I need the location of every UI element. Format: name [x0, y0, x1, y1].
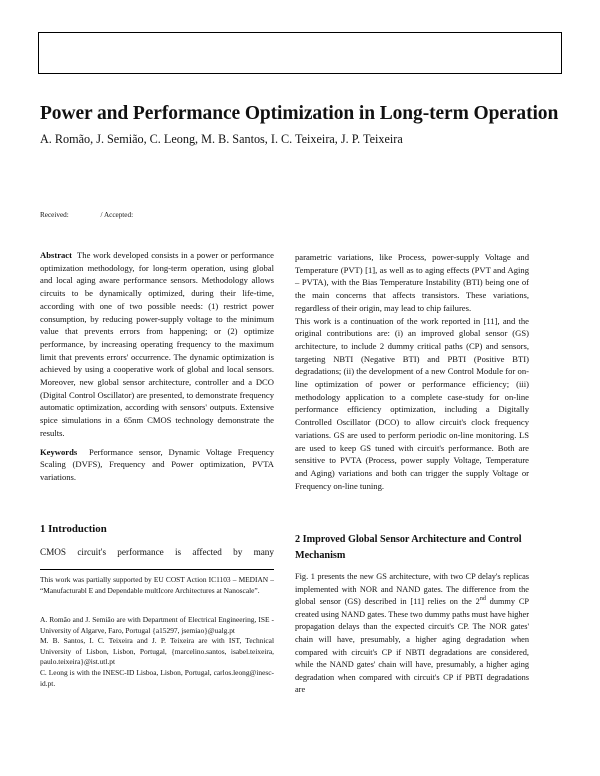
paragraph-gs-part-a: Fig. 1 presents the new GS architecture, with two CP delay's replicas implemented with NOR and NAND gates. The difference from the global sensor (GS) described in [11] relies on the 2 [295, 572, 529, 607]
affiliation-2: M. B. Santos, I. C. Teixeira and J. P. Teixeira are with IST, Technical University of Lisbon, Lisbon, Portugal, {marcelino.santos, isabel.teixeira, paulo.teixeira}@ist.utl.pt [40, 636, 274, 667]
paper-title: Power and Performance Optimization in Long-term Operation [40, 103, 559, 124]
keywords [40, 446, 274, 484]
intro-text: CMOS circuit's performance is affected by many [40, 547, 274, 557]
abstract-label: Abstract [40, 250, 72, 260]
paragraph-contributions: This work is a continuation of the work reported in [11], and the original contributions are: (i) an improved global sensor (GS) architecture, to include 2 dummy critical paths (CP) and sensors, targeting NBTI (Negative BTI) and PBTI (Positive BTI) degradations; (ii) the development of a new Control Module for on-line optimization of power or performance efficiency; (iii) methodology application to a complete case-study for on-line performance efficiency optimization, including a Digitally Controlled Oscillator (DCO) to allow circuit's clock frequency variations. GS are used to perform periodic on-line monitoring. LS are used to keep GS tuned with circuit's performance. Both are sensitive to PVTA (Process, power supply Voltage, Temperature and Aging) variations and both can trigger the supply Voltage or Frequency on-line tuning. [295, 315, 529, 491]
header-box [38, 32, 562, 74]
section-2-body [295, 571, 529, 697]
paragraph-gs-part-b: dummy CP created using NAND gates. These two dummy paths must have higher propagation delays than the expected circuit's CP. The NOR gates' chain will have, presumably, a higher aging degradation when compared with circuit's CP if NBTI degradations are considered, while the NAND gates' chain will have, presumably, a higher aging degradation when compared with circuit's CP if PBTI degradations are [295, 597, 530, 695]
footnote-divider [40, 569, 274, 570]
affiliation-footnotes [40, 615, 274, 689]
keywords-label: Keywords [40, 446, 78, 457]
funding-text: This work was partially supported by EU COST Action IC1103 – MEDIAN – “Manufacturabl E and Dependable multIcore Architectures at Nanoscale”. [40, 575, 274, 595]
accepted-label: / Accepted: [100, 211, 134, 219]
abstract [40, 249, 274, 440]
section-2-heading: 2 Improved Global Sensor Architecture and Control Mechanism [295, 534, 522, 561]
abstract-text: The work developed consists in a power or performance optimization methodology, for long-term operation, using global and local aging aware performance sensors. Methodology allows circuits to be dynamically optimized, during their life-time, according with one of two possible needs: (1) restrict power consumption, by reducing power-supply voltage to the minimum value that prevents errors from happening; or (2) optimize performance, by increasing operating frequency to the maximum limit that prevents errors' occurrence. The dynamic optimization is achieved by using a cooperative work of global and local sensors. Moreover, new global sensor architecture, controller and a DCO (Digital Control Oscillator) are presented, to demonstrate frequency automatic optimization, according with sensors' outputs. Extensive spice simulations in a 65nm CMOS technology demonstrate the results. [40, 250, 274, 438]
ordinal-superscript: nd [479, 596, 486, 603]
paragraph-gs-architecture [295, 571, 529, 697]
author-list: A. Romão, J. Semião, C. Leong, M. B. Santos, I. C. Teixeira, J. P. Teixeira [40, 132, 403, 146]
funding-footnote [40, 575, 274, 596]
right-column [295, 251, 529, 492]
keywords-text: Performance sensor, Dynamic Voltage Frequency Scaling (DVFS), Frequency and Power optimization, PVTA variations. [40, 446, 274, 482]
received-label: Received: [40, 211, 69, 219]
affiliation-1: A. Romão and J. Semião are with Department of Electrical Engineering, ISE - University of Algarve, Faro, Portugal {a15297, jsemiao}@ualg.pt [40, 615, 274, 635]
section-1-heading: 1 Introduction [40, 523, 107, 535]
submission-dates [40, 211, 133, 219]
paragraph-variations: parametric variations, like Process, power-supply Voltage and Temperature (PVT) [1], as well as to aging effects (PVT and Aging – PVTA), with the Bias Temperature Instability (BTI) being one of the main concerns that affects transistors. These variations, regardless of their origin, may lead to chip failures. [295, 252, 529, 313]
left-column [40, 249, 274, 484]
affiliation-3: C. Leong is with the INESC-ID Lisboa, Lisbon, Portugal, carlos.leong@inesc-id.pt. [40, 667, 274, 688]
